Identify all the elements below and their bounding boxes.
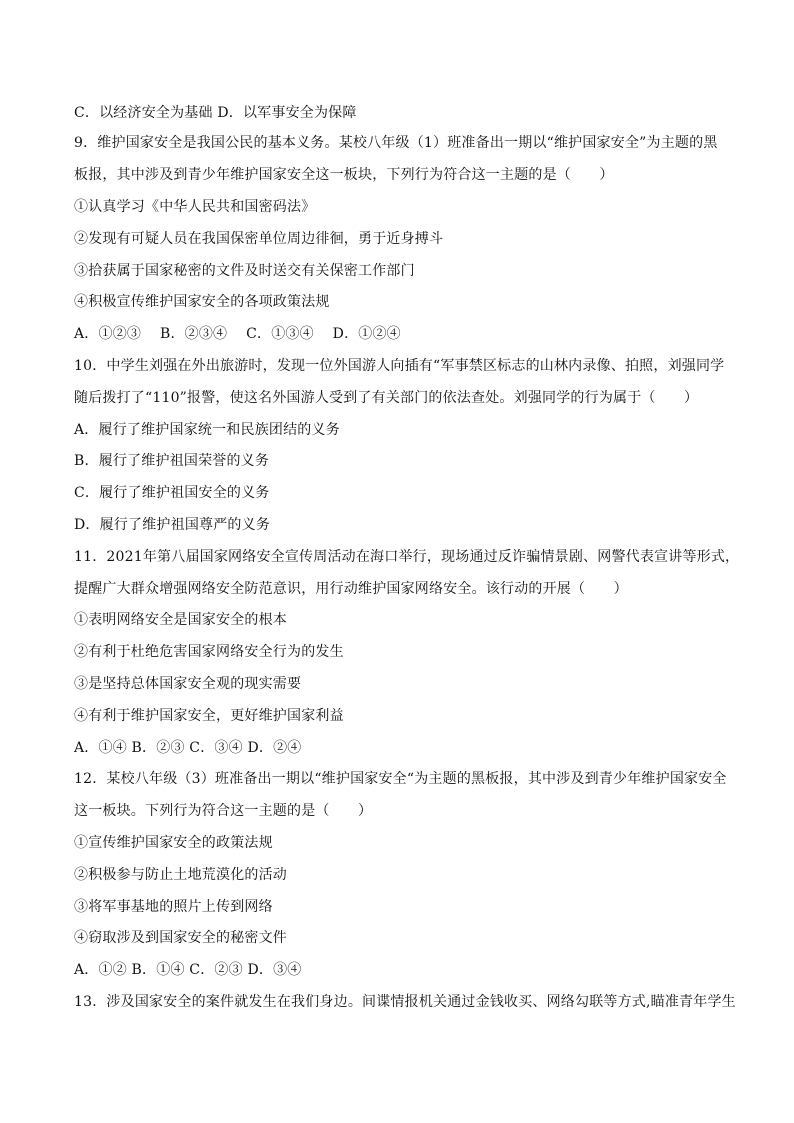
statement-item: ④窃取涉及到国家安全的秘密文件 [74,930,287,946]
option-line: D．履行了维护祖国尊严的义务 [74,517,271,533]
option-line: C．以经济安全为基础 D．以军事安全为保障 [74,105,357,121]
question-10-text-cont: 随后拨打了“110”报警，使这名外国游人受到了有关部门的依法查处。刘强同学的行为属于（ ） [74,390,699,406]
question-11-text: 11．2021年第八届国家网络安全宣传周活动在海口举行，现场通过反诈骗情景剧、网警代表宣讲等形式， [74,549,740,565]
question-11-text-cont: 提醒广大群众增强网络安全防范意识，用行动维护国家网络安全。该行动的开展（ ） [74,581,628,597]
statement-item: ③是坚持总体国家安全观的现实需要 [74,676,302,692]
option-line: C．履行了维护祖国安全的义务 [74,485,270,501]
answer-options: A．①②③ B．②③④ C．①③④ D．①②④ [74,326,401,342]
statement-item: ④积极宣传维护国家安全的各项政策法规 [74,294,330,310]
question-12-text-cont: 这一板块。下列行为符合这一主题的是（ ） [74,803,373,819]
question-9-text-cont: 板报，其中涉及到青少年维护国家安全这一板块，下列行为符合这一主题的是（ ） [74,167,614,183]
statement-item: ①宣传维护国家安全的政策法规 [74,835,273,851]
question-13-text: 13．涉及国家安全的案件就发生在我们身边。间谍情报机关通过金钱收买、网络勾联等方式,瞄准青年学生 [74,994,736,1010]
statement-item: ①表明网络安全是国家安全的根本 [74,612,287,628]
statement-item: ③将军事基地的照片上传到网络 [74,899,273,915]
statement-item: ③拾获属于国家秘密的文件及时送交有关保密工作部门 [74,263,415,279]
answer-options: A．①② B．①④ C．②③ D．③④ [74,962,302,978]
statement-item: ②有利于杜绝危害国家网络安全行为的发生 [74,644,344,660]
statement-item: ②发现有可疑人员在我国保密单位周边徘徊，勇于近身搏斗 [74,231,444,247]
option-line: A．履行了维护国家统一和民族团结的义务 [74,422,340,438]
answer-options: A．①④ B．②③ C．③④ D．②④ [74,740,302,756]
question-10-text: 10．中学生刘强在外出旅游时，发现一位外国游人向插有“军事禁区标志的山林内录像、拍照，刘强同学 [74,358,725,374]
statement-item: ②积极参与防止土地荒漠化的活动 [74,867,287,883]
statement-item: ④有利于维护国家安全，更好维护国家利益 [74,708,344,724]
option-line: B．履行了维护祖国荣誉的义务 [74,453,270,469]
question-9-text: 9．维护国家安全是我国公民的基本义务。某校八年级（1）班准备出一期以“维护国家安全”为主题的黑 [74,135,718,151]
question-12-text: 12．某校八年级（3）班准备出一期以“维护国家安全“为主题的黑板报，其中涉及到青少年维护国家安全 [74,771,727,787]
statement-item: ①认真学习《中华人民共和国密码法》 [74,199,316,215]
